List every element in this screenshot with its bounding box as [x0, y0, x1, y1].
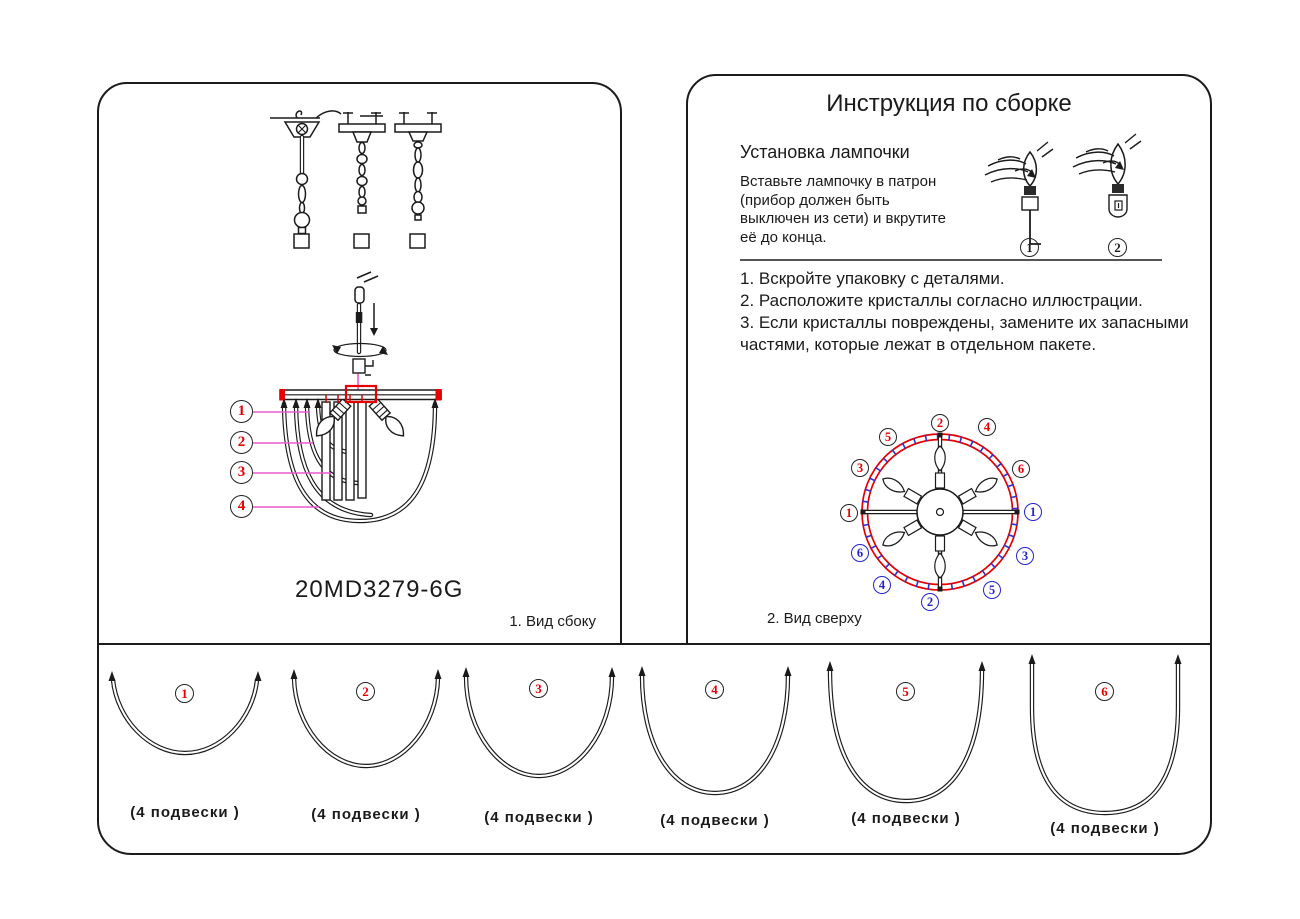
- pendant-number-3: 3: [529, 679, 548, 698]
- top-view-label-blue-1: 1: [1024, 503, 1042, 521]
- bulb-text-line: Вставьте лампочку в патрон: [740, 173, 937, 190]
- bulb-text-line: (прибор должен быть: [740, 191, 890, 209]
- chandelier-drawing: [280, 272, 442, 521]
- side-view-panel: [97, 82, 622, 645]
- pendant-caption-5: (4 подвески ): [851, 810, 961, 827]
- assembly-step: 2. Расположите кристаллы согласно иллюстрации.: [740, 291, 1143, 310]
- side-view-caption: 1. Вид сбоку: [509, 613, 596, 630]
- pendant-number-4: 4: [705, 680, 724, 699]
- bulb-fig-label-2: 2: [1108, 238, 1127, 257]
- side-label-1: 1: [230, 400, 253, 423]
- top-view-label-blue-2: 2: [921, 593, 939, 611]
- bulb-fig-label-1: 1: [1020, 238, 1039, 257]
- top-view-label-red-3: 3: [851, 459, 869, 477]
- top-view-drawing: [861, 433, 1020, 592]
- pendant-number-2: 2: [356, 682, 375, 701]
- assembly-step: 1. Вскройте упаковку с деталями.: [740, 269, 1005, 288]
- top-view-caption: 2. Вид сверху: [767, 610, 862, 627]
- top-view-label-red-5: 5: [879, 428, 897, 446]
- side-label-4: 4: [230, 495, 253, 518]
- lamp-right-drawing: [369, 398, 409, 440]
- pendant-caption-2: (4 подвески ): [311, 806, 421, 823]
- side-label-2: 2: [230, 431, 253, 454]
- bulb-install-heading: Установка лампочки: [740, 142, 910, 162]
- pendant-caption-6: (4 подвески ): [1050, 820, 1160, 837]
- bulb-install-figure-1: [985, 142, 1053, 244]
- bulb-text-line: выключен из сети) и вкрутите: [740, 210, 946, 227]
- mounting-options-drawing: [270, 111, 441, 248]
- pendant-number-5: 5: [896, 682, 915, 701]
- bulb-install-figure-2: [1073, 134, 1141, 217]
- pendant-caption-1: (4 подвески ): [130, 804, 240, 821]
- pendant-caption-3: (4 подвески ): [484, 809, 594, 826]
- top-view-label-red-6: 6: [1012, 460, 1030, 478]
- bulb-install-text: [740, 173, 946, 247]
- top-view-label-blue-3: 3: [1016, 547, 1034, 565]
- pendant-number-1: 1: [175, 684, 194, 703]
- assembly-panel: [686, 74, 1212, 645]
- assembly-title: Инструкция по сборке: [826, 90, 1072, 117]
- top-view-label-blue-4: 4: [873, 576, 891, 594]
- assembly-step: 3. Если кристаллы повреждены, замените их запасными частями, которые лежат в отдельном пакете.: [740, 313, 1189, 354]
- top-view-label-red-2: 2: [931, 414, 949, 432]
- side-view-drawing: [99, 84, 620, 643]
- pendant-number-6: 6: [1095, 682, 1114, 701]
- pendant-caption-4: (4 подвески ): [660, 812, 770, 829]
- bulb-text-line: её до конца.: [740, 228, 827, 246]
- side-label-3: 3: [230, 461, 253, 484]
- top-view-label-blue-5: 5: [983, 581, 1001, 599]
- top-view-label-red-1: 1: [840, 504, 858, 522]
- model-number: 20MD3279-6G: [295, 576, 464, 603]
- top-view-label-red-4: 4: [978, 418, 996, 436]
- pendants-panel: [97, 643, 1212, 855]
- top-view-label-blue-6: 6: [851, 544, 869, 562]
- assembly-steps: [740, 268, 1198, 356]
